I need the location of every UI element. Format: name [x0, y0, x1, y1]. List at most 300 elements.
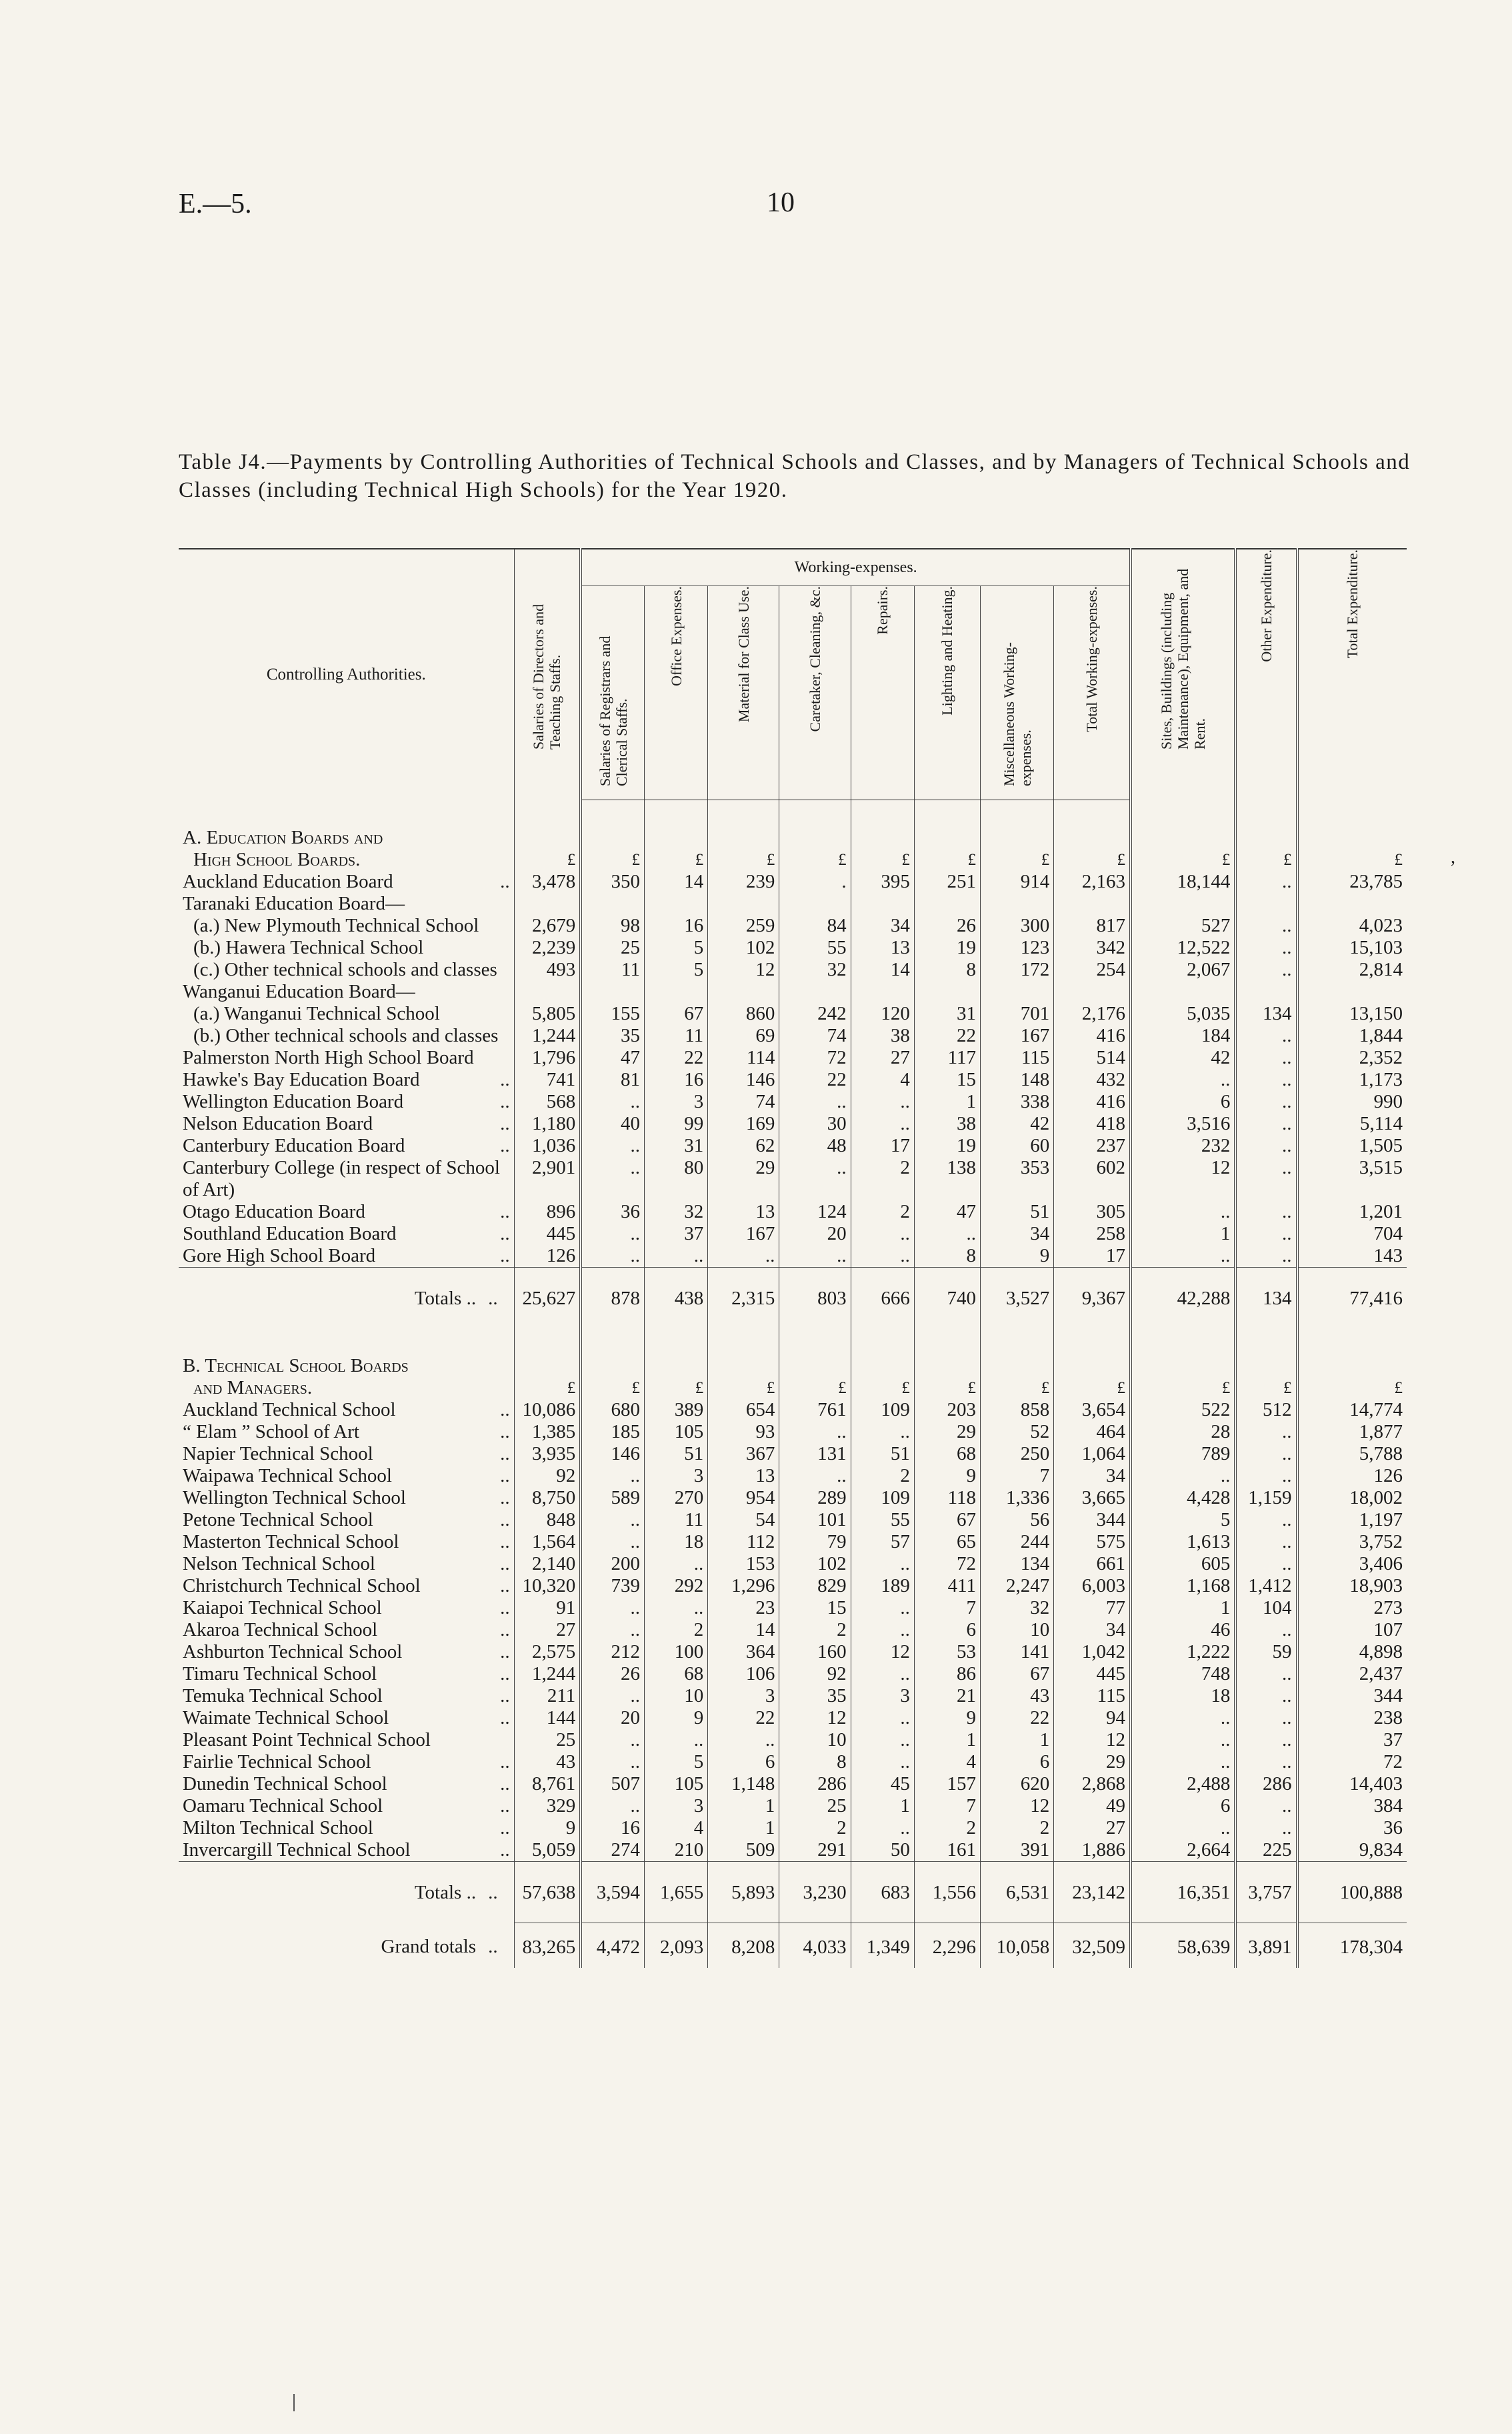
table-cell — [851, 981, 914, 1003]
header-repairs: Repairs. — [851, 586, 914, 800]
table-cell — [1131, 800, 1235, 849]
table-cell: .. — [914, 1223, 980, 1245]
table-cell: 59 — [1235, 1641, 1297, 1663]
table-cell: 27 — [1054, 1817, 1131, 1839]
leader-dots: .. — [500, 1112, 510, 1134]
table-cell: .. — [1235, 1091, 1297, 1113]
table-cell: 6 — [1131, 1795, 1235, 1817]
table-cell: 5,035 — [1131, 1003, 1235, 1025]
authority-name: Waimate Technical School .. — [183, 1706, 510, 1728]
authority-name: Waipawa Technical School .. — [183, 1464, 510, 1486]
table-cell: .. — [644, 1553, 707, 1575]
table-cell: 16 — [644, 915, 707, 937]
table-cell: 1,886 — [1054, 1839, 1131, 1862]
table-cell: .. — [1131, 1201, 1235, 1223]
leader-dots: .. — [500, 1816, 510, 1839]
authority-name: (b.) Other technical schools and classes — [193, 1024, 499, 1046]
table-cell — [1131, 981, 1235, 1003]
table-cell: 101 — [779, 1509, 851, 1531]
table-cell: .. — [644, 1245, 707, 1268]
table-cell: .. — [1235, 1443, 1297, 1465]
table-row — [179, 1245, 1407, 1268]
table-cell: .. — [1235, 871, 1297, 893]
table-cell: 344 — [1297, 1685, 1407, 1707]
table-row — [179, 1641, 1407, 1663]
table-cell: .. — [851, 1707, 914, 1729]
table-cell: .. — [644, 1597, 707, 1619]
table-cell: .. — [1235, 1245, 1297, 1268]
table-cell: 10 — [779, 1729, 851, 1751]
table-cell: .. — [1235, 1751, 1297, 1773]
table-cell: 445 — [514, 1223, 581, 1245]
table-cell: 100,888 — [1297, 1861, 1407, 1923]
table-cell: 114 — [708, 1047, 779, 1069]
authority-name: Fairlie Technical School .. — [183, 1750, 510, 1772]
authority-name: Palmerston North High School Board — [183, 1046, 474, 1068]
table-cell: 32 — [779, 959, 851, 981]
table-cell — [1131, 893, 1235, 915]
table-cell: 19 — [914, 1135, 980, 1157]
authority-name: (a.) New Plymouth Technical School — [193, 914, 479, 936]
table-cell: 104 — [1235, 1597, 1297, 1619]
table-cell: 105 — [644, 1773, 707, 1795]
expenditure-table — [179, 548, 1407, 1968]
table-cell: 34 — [851, 915, 914, 937]
table-cell: £ — [779, 849, 851, 871]
authority-name: Canterbury Education Board .. — [183, 1134, 510, 1156]
table-row — [179, 1135, 1407, 1157]
table-cell: .. — [581, 1531, 644, 1553]
table-cell — [914, 800, 980, 849]
table-cell: 93 — [708, 1421, 779, 1443]
table-cell: 761 — [779, 1399, 851, 1421]
leader-dots: .. — [500, 1442, 510, 1464]
section-heading-row — [179, 1377, 1407, 1399]
table-cell: 109 — [851, 1399, 914, 1421]
table-cell: 38 — [851, 1025, 914, 1047]
grand-totals-row — [179, 1923, 1407, 1968]
authority-name: Wanganui Education Board— — [183, 980, 415, 1002]
table-cell: £ — [644, 1377, 707, 1399]
table-cell: 134 — [1235, 1267, 1297, 1328]
table-cell: 15,103 — [1297, 937, 1407, 959]
table-cell: 9,834 — [1297, 1839, 1407, 1862]
table-cell: .. — [1235, 1509, 1297, 1531]
table-cell: 741 — [514, 1069, 581, 1091]
table-cell: 43 — [981, 1685, 1054, 1707]
table-cell: .. — [1235, 1421, 1297, 1443]
header-teaching: Salaries of Directors and Teaching Staffs. — [514, 549, 581, 800]
table-cell: 661 — [1054, 1553, 1131, 1575]
table-cell: 12 — [779, 1707, 851, 1729]
table-cell: 954 — [708, 1487, 779, 1509]
leader-dots: .. — [500, 1134, 510, 1156]
table-cell: 509 — [708, 1839, 779, 1862]
table-cell: 68 — [644, 1663, 707, 1685]
table-cell: .. — [581, 1509, 644, 1531]
leader-dots: .. — [500, 1530, 510, 1552]
table-cell: 493 — [514, 959, 581, 981]
table-cell: .. — [581, 1729, 644, 1751]
leader-dots: .. — [500, 1772, 510, 1794]
table-cell: 3 — [644, 1465, 707, 1487]
group-row — [179, 981, 1407, 1003]
table-cell: 22 — [708, 1707, 779, 1729]
table-cell: .. — [581, 1597, 644, 1619]
header-registrars: Salaries of Registrars and Clerical Staffs. — [581, 586, 644, 800]
table-cell: 62 — [708, 1135, 779, 1157]
table-cell: £ — [708, 849, 779, 871]
table-cell: 57,638 — [514, 1861, 581, 1923]
marginal-mark: , — [1451, 847, 1455, 868]
table-cell: 803 — [779, 1267, 851, 1328]
table-cell — [708, 1328, 779, 1377]
table-cell: 3,230 — [779, 1861, 851, 1923]
authority-name: Masterton Technical School .. — [183, 1530, 510, 1552]
table-cell: 141 — [981, 1641, 1054, 1663]
table-cell — [644, 893, 707, 915]
authority-name: (a.) Wanganui Technical School — [193, 1002, 440, 1024]
table-row — [179, 1509, 1407, 1531]
table-cell: 72 — [914, 1553, 980, 1575]
table-cell: 1 — [1131, 1223, 1235, 1245]
table-row — [179, 1795, 1407, 1817]
table-cell: 1,197 — [1297, 1509, 1407, 1531]
table-cell: .. — [581, 1223, 644, 1245]
table-cell: 12 — [981, 1795, 1054, 1817]
table-cell: 148 — [981, 1069, 1054, 1091]
table-row — [179, 1729, 1407, 1751]
section-heading-row — [179, 1328, 1407, 1377]
table-cell: 102 — [708, 937, 779, 959]
table-cell — [779, 981, 851, 1003]
table-cell: 1,556 — [914, 1861, 980, 1923]
table-cell: 81 — [581, 1069, 644, 1091]
table-cell: 27 — [514, 1619, 581, 1641]
authority-name: Napier Technical School .. — [183, 1442, 510, 1464]
table-cell: 1,296 — [708, 1575, 779, 1597]
table-cell: 37 — [1297, 1729, 1407, 1751]
table-cell: 51 — [851, 1443, 914, 1465]
table-cell: 16,351 — [1131, 1861, 1235, 1923]
table-cell: 2,664 — [1131, 1839, 1235, 1862]
table-cell: 47 — [914, 1201, 980, 1223]
table-cell: 416 — [1054, 1091, 1131, 1113]
page-number: 10 — [767, 187, 795, 218]
authority-name: Nelson Education Board .. — [183, 1112, 510, 1134]
section-heading-row — [179, 849, 1407, 871]
table-cell: .. — [1235, 1047, 1297, 1069]
table-cell — [644, 800, 707, 849]
table-cell — [1235, 981, 1297, 1003]
table-cell: 914 — [981, 871, 1054, 893]
table-cell: 58,639 — [1131, 1923, 1235, 1968]
table-cell: 291 — [779, 1839, 851, 1862]
table-cell: 14,774 — [1297, 1399, 1407, 1421]
table-cell: 50 — [851, 1839, 914, 1862]
table-cell: 2,247 — [981, 1575, 1054, 1597]
table-cell — [981, 1328, 1054, 1377]
table-cell — [981, 893, 1054, 915]
table-cell: 51 — [981, 1201, 1054, 1223]
authority-name: Southland Education Board .. — [183, 1222, 510, 1244]
table-cell: 829 — [779, 1575, 851, 1597]
table-cell: 2 — [851, 1157, 914, 1201]
totals-row — [179, 1267, 1407, 1328]
table-cell: 259 — [708, 915, 779, 937]
table-cell: 134 — [1235, 1003, 1297, 1025]
table-cell: 12 — [1131, 1157, 1235, 1201]
table-cell: £ — [708, 1377, 779, 1399]
table-row — [179, 959, 1407, 981]
table-cell: 167 — [981, 1025, 1054, 1047]
table-cell: 67 — [914, 1509, 980, 1531]
table-cell — [1054, 800, 1131, 849]
table-row — [179, 915, 1407, 937]
table-cell: 1 — [1131, 1597, 1235, 1619]
table-cell: 157 — [914, 1773, 980, 1795]
table-cell: 1 — [981, 1729, 1054, 1751]
authority-name: Gore High School Board .. — [183, 1244, 510, 1266]
table-cell: 1,222 — [1131, 1641, 1235, 1663]
table-cell: .. — [851, 1113, 914, 1135]
table-cell: 155 — [581, 1003, 644, 1025]
table-title: Table J4.—Payments by Controlling Authorities of Technical Schools and Classes, and by Managers of Technical Schools and Classes (including Technical High Schools) for the Year 1920. — [179, 450, 1411, 502]
table-cell: 416 — [1054, 1025, 1131, 1047]
table-cell: 683 — [851, 1861, 914, 1923]
table-cell — [914, 981, 980, 1003]
table-cell: 305 — [1054, 1201, 1131, 1223]
table-cell: £ — [1131, 1377, 1235, 1399]
table-cell: 1,173 — [1297, 1069, 1407, 1091]
table-row — [179, 937, 1407, 959]
table-cell: 77,416 — [1297, 1267, 1407, 1328]
authority-name: Invercargill Technical School .. — [183, 1839, 510, 1861]
table-cell: 12 — [851, 1641, 914, 1663]
table-cell: 5 — [644, 959, 707, 981]
table-cell: 1 — [914, 1729, 980, 1751]
table-cell: £ — [644, 849, 707, 871]
table-cell: 21 — [914, 1685, 980, 1707]
table-cell: £ — [581, 849, 644, 871]
table-cell: 117 — [914, 1047, 980, 1069]
table-row — [179, 1531, 1407, 1553]
table-cell: 53 — [914, 1641, 980, 1663]
table-cell: 68 — [914, 1443, 980, 1465]
table-cell: 3,752 — [1297, 1531, 1407, 1553]
table-cell: 878 — [581, 1267, 644, 1328]
table-cell: .. — [1131, 1245, 1235, 1268]
table-cell: 1,349 — [851, 1923, 914, 1968]
table-cell: .. — [1235, 1135, 1297, 1157]
table-cell: 589 — [581, 1487, 644, 1509]
table-row — [179, 871, 1407, 893]
table-cell: 99 — [644, 1113, 707, 1135]
table-cell: 34 — [1054, 1619, 1131, 1641]
table-cell: 2,575 — [514, 1641, 581, 1663]
table-cell: 6 — [1131, 1091, 1235, 1113]
table-cell: 384 — [1297, 1795, 1407, 1817]
table-cell: 6 — [981, 1751, 1054, 1773]
table-cell: 990 — [1297, 1091, 1407, 1113]
table-cell: 7 — [914, 1795, 980, 1817]
authority-name: Otago Education Board .. — [183, 1200, 510, 1222]
table-cell: 189 — [851, 1575, 914, 1597]
table-cell: 47 — [581, 1047, 644, 1069]
table-row — [179, 1113, 1407, 1135]
table-cell: 2,868 — [1054, 1773, 1131, 1795]
table-cell: 19 — [914, 937, 980, 959]
table-cell: 9 — [514, 1817, 581, 1839]
table-cell: 4,033 — [779, 1923, 851, 1968]
table-cell: .. — [1235, 1069, 1297, 1091]
table-cell: 2,296 — [914, 1923, 980, 1968]
table-row — [179, 1619, 1407, 1641]
table-cell: .. — [1131, 1069, 1235, 1091]
table-cell: 22 — [914, 1025, 980, 1047]
table-cell: 1,796 — [514, 1047, 581, 1069]
table-cell: 1,042 — [1054, 1641, 1131, 1663]
table-cell: 464 — [1054, 1421, 1131, 1443]
authority-name: Canterbury College (in respect of School of Art) — [183, 1156, 500, 1200]
table-cell: 167 — [708, 1223, 779, 1245]
table-cell: 3 — [708, 1685, 779, 1707]
table-cell: 32,509 — [1054, 1923, 1131, 1968]
table-cell: 3,406 — [1297, 1553, 1407, 1575]
page-reference: E.—5. — [179, 189, 252, 219]
table-cell: 704 — [1297, 1223, 1407, 1245]
table-cell: 568 — [514, 1091, 581, 1113]
table-cell: .. — [1235, 1795, 1297, 1817]
table-cell: 30 — [779, 1113, 851, 1135]
table-cell: 254 — [1054, 959, 1131, 981]
table-cell — [708, 893, 779, 915]
table-cell: 3,665 — [1054, 1487, 1131, 1509]
leader-dots: .. — [500, 1068, 510, 1090]
header-other: Other Expenditure. — [1235, 549, 1297, 800]
table-cell — [851, 800, 914, 849]
table-cell: 77 — [1054, 1597, 1131, 1619]
authority-name: Pleasant Point Technical School — [183, 1728, 431, 1750]
table-cell: 342 — [1054, 937, 1131, 959]
totals-row — [179, 1861, 1407, 1923]
table-cell — [644, 1328, 707, 1377]
table-cell: 52 — [981, 1421, 1054, 1443]
leader-dots: .. — [500, 1090, 510, 1112]
table-cell: 6,531 — [981, 1861, 1054, 1923]
table-cell: 1 — [851, 1795, 914, 1817]
table-cell: 237 — [1054, 1135, 1131, 1157]
table-row — [179, 1575, 1407, 1597]
table-cell: 36 — [1297, 1817, 1407, 1839]
table-cell: 102 — [779, 1553, 851, 1575]
header-total-working: Total Working-expenses. — [1054, 586, 1131, 800]
table-row — [179, 1201, 1407, 1223]
table-cell: 860 — [708, 1003, 779, 1025]
table-cell: 34 — [1054, 1465, 1131, 1487]
table-cell: 7 — [914, 1597, 980, 1619]
table-cell: 126 — [514, 1245, 581, 1268]
table-cell: 35 — [779, 1685, 851, 1707]
section-heading: A. Education Boards and — [183, 826, 383, 848]
table-cell: 395 — [851, 871, 914, 893]
table-cell: 210 — [644, 1839, 707, 1862]
leader-dots: .. — [500, 1244, 510, 1266]
table-cell: 123 — [981, 937, 1054, 959]
table-cell: .. — [1235, 915, 1297, 937]
table-cell: 25 — [514, 1729, 581, 1751]
table-cell: 54 — [708, 1509, 779, 1531]
table-cell: 13 — [708, 1201, 779, 1223]
table-cell: 16 — [581, 1817, 644, 1839]
table-cell: 13 — [708, 1465, 779, 1487]
table-cell: 2 — [644, 1619, 707, 1641]
table-cell: 353 — [981, 1157, 1054, 1201]
table-cell: 9 — [914, 1465, 980, 1487]
leader-dots: .. — [500, 1398, 510, 1420]
table-cell: 37 — [644, 1223, 707, 1245]
table-cell: 14,403 — [1297, 1773, 1407, 1795]
table-cell: 244 — [981, 1531, 1054, 1553]
table-cell: .. — [581, 1465, 644, 1487]
table-row — [179, 1047, 1407, 1069]
table-cell: 575 — [1054, 1531, 1131, 1553]
table-cell: 153 — [708, 1553, 779, 1575]
table-cell: .. — [851, 1663, 914, 1685]
table-cell: 200 — [581, 1553, 644, 1575]
leader-dots: .. — [500, 1596, 510, 1618]
authority-name: Akaroa Technical School .. — [183, 1618, 510, 1640]
table-cell: .. — [1235, 1817, 1297, 1839]
table-cell: 57 — [851, 1531, 914, 1553]
group-row — [179, 893, 1407, 915]
table-cell: 17 — [851, 1135, 914, 1157]
table-cell: 42 — [981, 1113, 1054, 1135]
table-cell — [1297, 1328, 1407, 1377]
table-cell: 3,527 — [981, 1267, 1054, 1328]
table-cell: .. — [851, 1751, 914, 1773]
section-subheading: and Managers. — [193, 1376, 313, 1398]
table-cell — [581, 893, 644, 915]
table-row — [179, 1025, 1407, 1047]
table-cell — [1297, 800, 1407, 849]
section-subheading: High School Boards. — [193, 848, 361, 870]
authority-name: Oamaru Technical School .. — [183, 1794, 510, 1816]
table-cell: 4,472 — [581, 1923, 644, 1968]
table-cell: 602 — [1054, 1157, 1131, 1201]
authority-name: Taranaki Education Board— — [183, 892, 405, 914]
table-cell: 146 — [581, 1443, 644, 1465]
table-cell: 3 — [644, 1795, 707, 1817]
table-cell: 94 — [1054, 1707, 1131, 1729]
table-cell: 35 — [581, 1025, 644, 1047]
table-cell: 13 — [851, 937, 914, 959]
authority-name: Wellington Technical School .. — [183, 1486, 510, 1508]
table-cell: 80 — [644, 1157, 707, 1201]
table-cell: 18 — [644, 1531, 707, 1553]
table-cell: 3,891 — [1235, 1923, 1297, 1968]
table-row — [179, 1091, 1407, 1113]
totals-label: Totals .. .. — [179, 1267, 514, 1328]
table-cell: 22 — [779, 1069, 851, 1091]
table-cell: 9,367 — [1054, 1267, 1131, 1328]
table-cell: £ — [581, 1377, 644, 1399]
table-cell: 11 — [644, 1025, 707, 1047]
table-cell: 46 — [1131, 1619, 1235, 1641]
table-cell: 1,159 — [1235, 1487, 1297, 1509]
table-cell: .. — [708, 1245, 779, 1268]
table-cell: 3,757 — [1235, 1861, 1297, 1923]
